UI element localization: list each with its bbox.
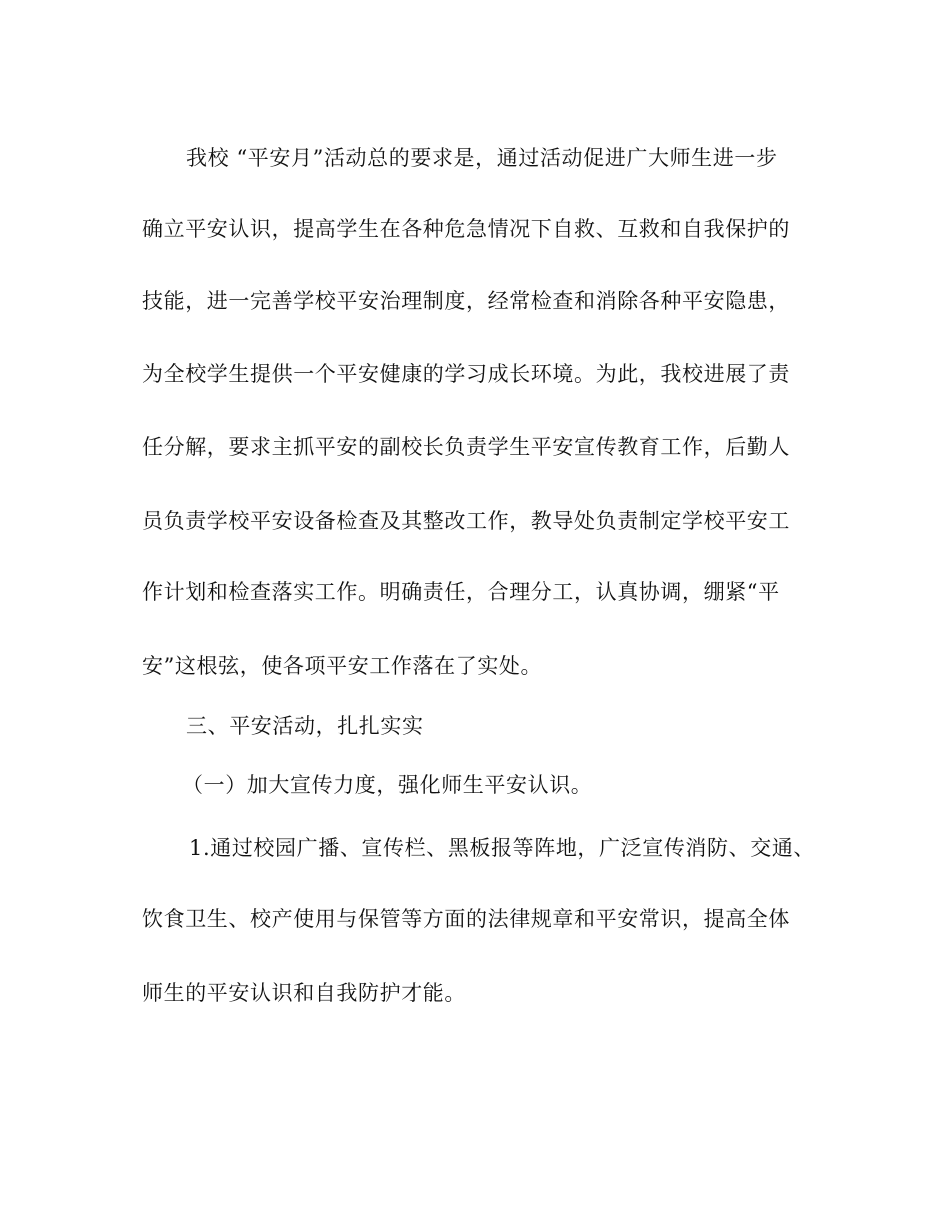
paragraph-2-line-3: 师生的平安认识和自我防护才能。 — [142, 981, 466, 1005]
paragraph-2-line-2: 饮食卫生、校产使用与保管等方面的法律规章和平安常识，提高全体 — [142, 907, 790, 931]
paragraph-1-line-4: 为全校学生提供一个平安健康的学习成长环境。为此，我校进展了责 — [142, 362, 790, 386]
paragraph-2-line-1: 1.通过校园广播、宣传栏、黑板报等阵地，广泛宣传消防、交通、 — [189, 836, 816, 860]
paragraph-1-line-7: 作计划和检查落实工作。明确责任，合理分工，认真协调，绷紧“平 — [142, 580, 780, 604]
paragraph-1-line-1: 我校 “平安月”活动总的要求是，通过活动促进广大师生进一步 — [186, 146, 778, 170]
paragraph-1-line-5: 任分解，要求主抓平安的副校长负责学生平安宣传教育工作，后勤人 — [142, 435, 790, 459]
paragraph-1-line-2: 确立平安认识，提高学生在各种危急情况下自救、互救和自我保护的 — [142, 217, 790, 241]
paragraph-1-line-8: 安”这根弦，使各项平安工作落在了实处。 — [142, 654, 543, 678]
section-heading: 三、平安活动，扎扎实实 — [186, 714, 424, 738]
paragraph-1-line-3: 技能，进一完善学校平安治理制度，经常检查和消除各种平安隐患， — [142, 289, 790, 313]
subsection-heading: （一）加大宣传力度，强化师生平安认识。 — [182, 773, 593, 797]
paragraph-1-line-6: 员负责学校平安设备检查及其整改工作，教导处负责制定学校平安工 — [142, 509, 790, 533]
